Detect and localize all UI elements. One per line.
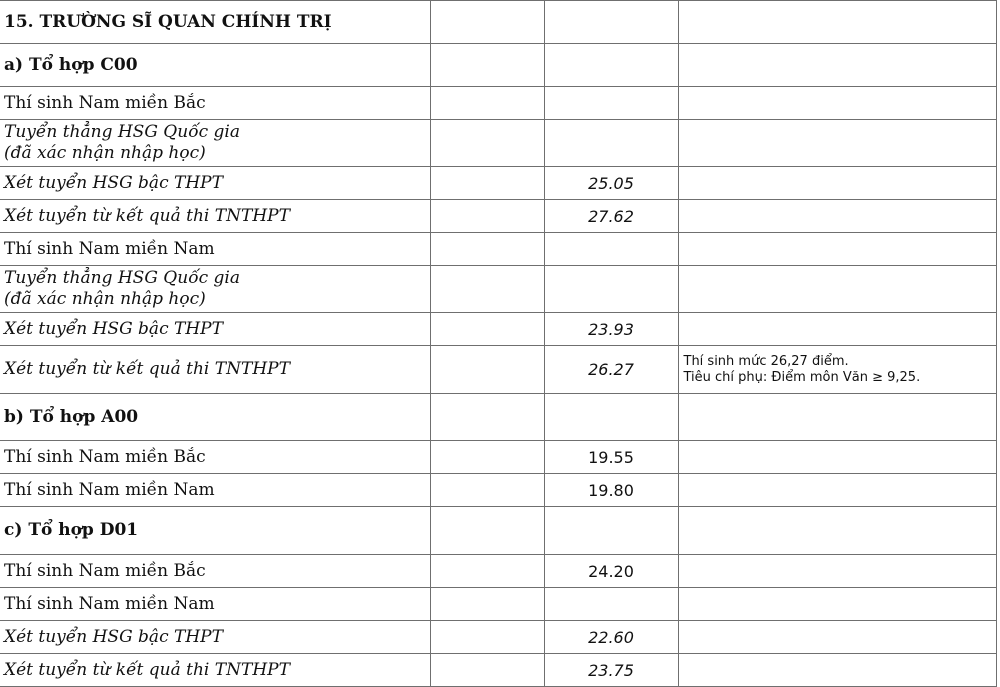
score-cell: 27.62 bbox=[544, 200, 678, 233]
school-title: 15. TRƯỜNG SĨ QUAN CHÍNH TRỊ bbox=[0, 1, 430, 44]
score-cell: 23.75 bbox=[544, 654, 678, 687]
table-row bbox=[0, 120, 996, 167]
school-header-row bbox=[0, 1, 996, 44]
row-label: Thí sinh Nam miền Bắc bbox=[0, 87, 430, 120]
row-label: Xét tuyển từ kết quả thi TNTHPT bbox=[0, 346, 430, 394]
score-cell: 19.80 bbox=[544, 474, 678, 507]
row-label: Xét tuyển từ kết quả thi TNTHPT bbox=[0, 200, 430, 233]
table-row bbox=[0, 474, 996, 507]
group-header-row bbox=[0, 394, 996, 441]
row-label: Thí sinh Nam miền Nam bbox=[0, 233, 430, 266]
group-header-row bbox=[0, 44, 996, 87]
row-label: Xét tuyển HSG bậc THPT bbox=[0, 167, 430, 200]
score-cell: 23.93 bbox=[544, 313, 678, 346]
row-label: Thí sinh Nam miền Nam bbox=[0, 588, 430, 621]
table-row bbox=[0, 441, 996, 474]
table-row bbox=[0, 87, 996, 120]
table-row bbox=[0, 588, 996, 621]
group-label-a00: b) Tổ hợp A00 bbox=[0, 394, 430, 441]
group-label-c00: a) Tổ hợp C00 bbox=[0, 44, 430, 87]
table-row bbox=[0, 654, 996, 687]
row-label: Thí sinh Nam miền Bắc bbox=[0, 441, 430, 474]
score-cell: 26.27 bbox=[544, 346, 678, 394]
score-cell bbox=[544, 588, 678, 621]
score-cell bbox=[544, 120, 678, 167]
score-cell bbox=[544, 233, 678, 266]
table-row bbox=[0, 555, 996, 588]
row-label: Thí sinh Nam miền Bắc bbox=[0, 555, 430, 588]
row-label: Xét tuyển HSG bậc THPT bbox=[0, 621, 430, 654]
note-cell: Thí sinh mức 26,27 điểm. Tiêu chí phụ: Điểm môn Văn ≥ 9,25. bbox=[678, 346, 996, 394]
group-label-d01: c) Tổ hợp D01 bbox=[0, 507, 430, 555]
score-cell bbox=[544, 87, 678, 120]
row-label: Xét tuyển từ kết quả thi TNTHPT bbox=[0, 654, 430, 687]
score-cell: 25.05 bbox=[544, 167, 678, 200]
table-row bbox=[0, 621, 996, 654]
table-row bbox=[0, 167, 996, 200]
table-row bbox=[0, 266, 996, 313]
table-row bbox=[0, 233, 996, 266]
row-label: Xét tuyển HSG bậc THPT bbox=[0, 313, 430, 346]
row-label: Tuyển thẳng HSG Quốc gia (đã xác nhận nhập học) bbox=[0, 120, 430, 167]
row-label: Tuyển thẳng HSG Quốc gia (đã xác nhận nhập học) bbox=[0, 266, 430, 313]
score-cell: 19.55 bbox=[544, 441, 678, 474]
score-cell: 22.60 bbox=[544, 621, 678, 654]
group-header-row bbox=[0, 507, 996, 555]
score-cell bbox=[544, 266, 678, 313]
table-row bbox=[0, 346, 996, 394]
table-row bbox=[0, 200, 996, 233]
row-label: Thí sinh Nam miền Nam bbox=[0, 474, 430, 507]
score-cell: 24.20 bbox=[544, 555, 678, 588]
table-row bbox=[0, 313, 996, 346]
